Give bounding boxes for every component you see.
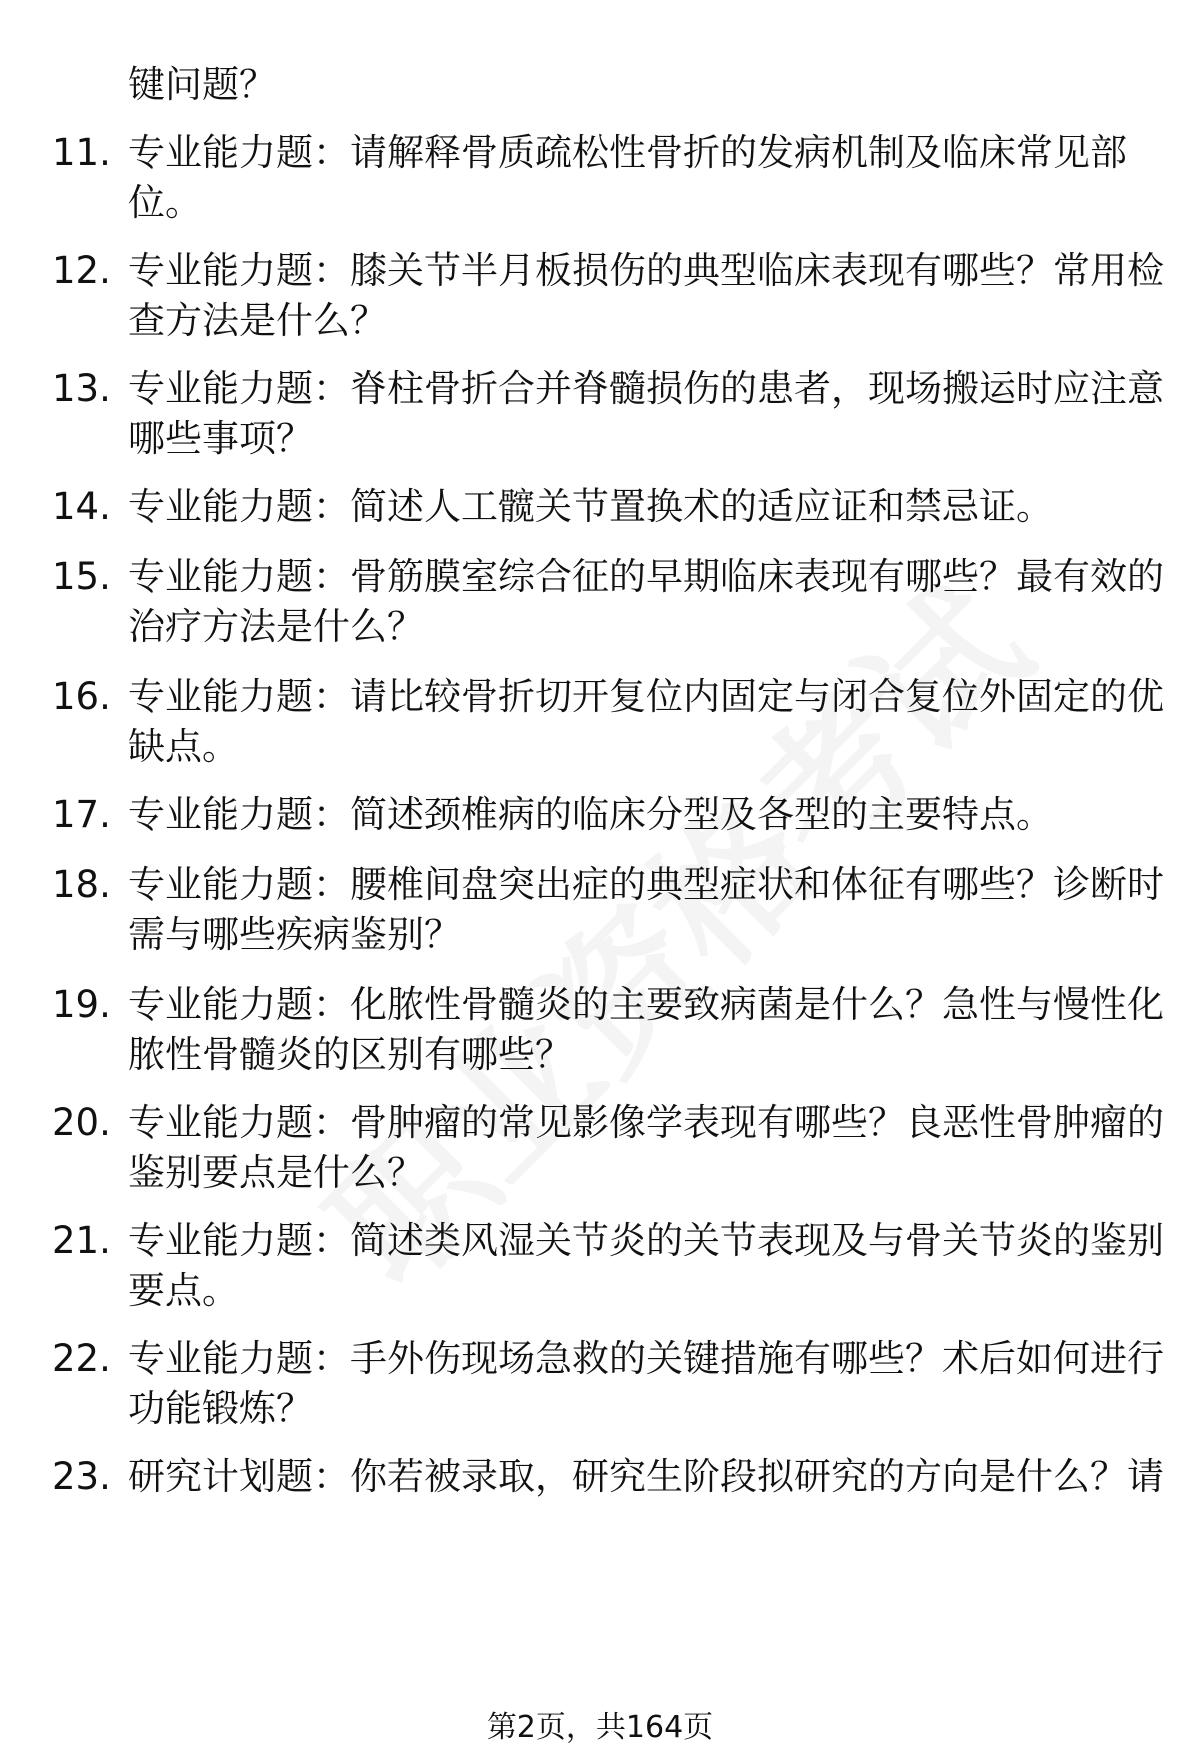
question-text <box>128 364 1164 464</box>
question-number: 13. <box>52 367 111 410</box>
question-line: 专业能力题：脊柱骨折合并脊髓损伤的患者，现场搬运时应注意 <box>128 367 1164 410</box>
question-number: 11. <box>52 131 111 174</box>
question-line: 哪些事项？ <box>128 417 313 460</box>
question-line: 需与哪些疾病鉴别？ <box>128 913 461 956</box>
question-number: 21. <box>52 1219 111 1262</box>
question-line: 缺点。 <box>128 725 239 768</box>
question-text <box>128 790 1138 840</box>
question-text <box>128 1452 1164 1502</box>
question-number: 19. <box>52 983 111 1026</box>
question-line: 专业能力题：骨筋膜室综合征的早期临床表现有哪些？最有效的 <box>128 555 1164 598</box>
question-line: 鉴别要点是什么？ <box>128 1151 424 1194</box>
question-text <box>128 482 1138 532</box>
question-line: 位。 <box>128 181 202 224</box>
question-line: 研究计划题：你若被录取，研究生阶段拟研究的方向是什么？请 <box>128 1455 1164 1498</box>
question-text <box>128 672 1164 772</box>
question-text <box>128 246 1164 346</box>
question-line: 专业能力题：简述人工髋关节置换术的适应证和禁忌证。 <box>128 485 1053 528</box>
question-text <box>128 552 1164 652</box>
question-text <box>128 980 1164 1080</box>
question-line: 专业能力题：骨肿瘤的常见影像学表现有哪些？良恶性骨肿瘤的 <box>128 1101 1164 1144</box>
question-line: 专业能力题：手外伤现场急救的关键措施有哪些？术后如何进行 <box>128 1337 1164 1380</box>
question-line: 专业能力题：简述颈椎病的临床分型及各型的主要特点。 <box>128 793 1053 836</box>
question-line: 专业能力题：请比较骨折切开复位内固定与闭合复位外固定的优 <box>128 675 1164 718</box>
question-number: 18. <box>52 863 111 906</box>
question-number: 23. <box>52 1455 111 1498</box>
question-text <box>128 860 1164 960</box>
question-line: 治疗方法是什么？ <box>128 605 424 648</box>
question-text <box>128 1216 1164 1316</box>
question-line: 脓性骨髓炎的区别有哪些？ <box>128 1033 572 1076</box>
question-line: 专业能力题：膝关节半月板损伤的典型临床表现有哪些？常用检 <box>128 249 1164 292</box>
question-number: 14. <box>52 485 111 528</box>
page-footer: 第2页，共164页 <box>486 1710 714 1745</box>
question-number: 17. <box>52 793 111 836</box>
question-text <box>128 1334 1164 1434</box>
question-line: 功能锻炼？ <box>128 1387 313 1430</box>
question-line: 查方法是什么？ <box>128 299 387 342</box>
question-line: 专业能力题：化脓性骨髓炎的主要致病菌是什么？急性与慢性化 <box>128 983 1164 1026</box>
question-line: 专业能力题：请解释骨质疏松性骨折的发病机制及临床常见部 <box>128 131 1127 174</box>
question-line: 要点。 <box>128 1269 239 1312</box>
question-number: 20. <box>52 1101 111 1144</box>
question-text <box>128 128 1138 228</box>
question-number: 22. <box>52 1337 111 1380</box>
question-line: 专业能力题：简述类风湿关节炎的关节表现及与骨关节炎的鉴别 <box>128 1219 1164 1262</box>
question-number: 15. <box>52 555 111 598</box>
question-line: 专业能力题：腰椎间盘突出症的典型症状和体征有哪些？诊断时 <box>128 863 1164 906</box>
question-number: 12. <box>52 249 111 292</box>
question-text <box>128 1098 1164 1198</box>
continuation-text: 键问题？ <box>128 63 276 106</box>
question-number: 16. <box>52 675 111 718</box>
